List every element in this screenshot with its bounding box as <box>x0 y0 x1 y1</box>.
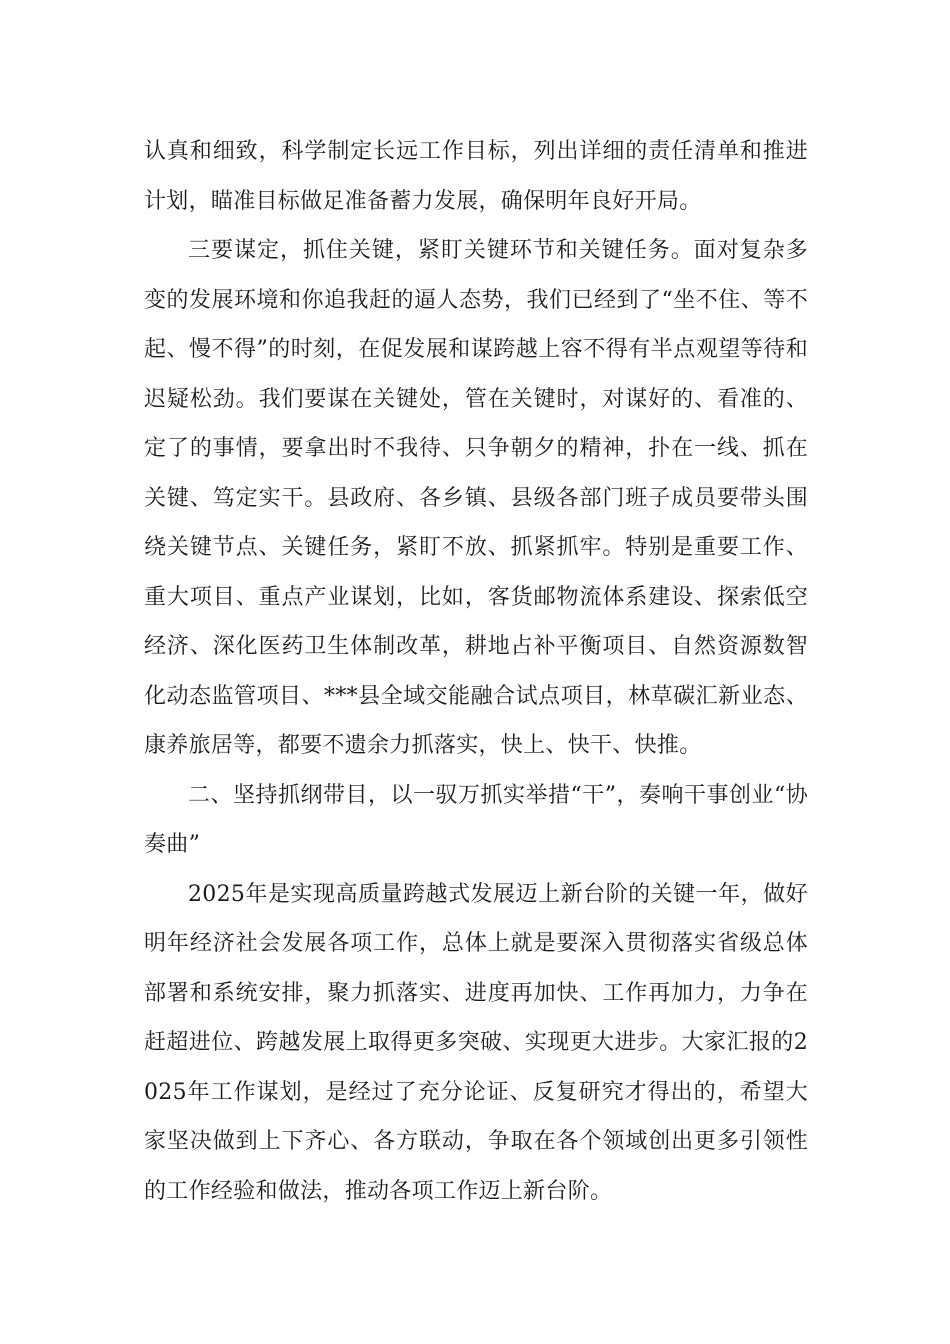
paragraph-continuation: 认真和细致，科学制定长远工作目标，列出详细的责任清单和推进计划，瞄准目标做足准备蓄力发展，确保明年良好开局。 <box>144 139 808 214</box>
document-body <box>144 127 808 1216</box>
section-heading-two: 二、坚持抓纲带目，以一驭万抓实举措“干”，奏响干事创业“协奏曲” <box>144 782 808 857</box>
paragraph-2025-plan: 2025年是实现高质量跨越式发展迈上新台阶的关键一年，做好明年经济社会发展各项工作，总体上就是要深入贯彻落实省级总体部署和系统安排，聚力抓落实、进度再加快、工作再加力，力争在赶超进位、跨越发展上取得更多突破、实现更大进步。大家汇报的2025年工作谋划，是经过了充分论证、反复研究才得出的，希望大家坚决做到上下齐心、各方联动，争取在各个领域创出更多引领性的工作经验和做法，推动各项工作迈上新台阶。 <box>144 881 808 1204</box>
paragraph-third-point: 三要谋定，抓住关键，紧盯关键环节和关键任务。面对复杂多变的发展环境和你追我赶的逼人态势，我们已经到了“坐不住、等不起、慢不得”的时刻，在促发展和谋跨越上容不得有半点观望等待和迟疑松劲。我们要谋在关键处，管在关键时，对谋好的、看准的、定了的事情，要拿出时不我待、只争朝夕的精神，扑在一线、抓在关键、笃定实干。县政府、各乡镇、县级各部门班子成员要带头围绕关键节点、关键任务，紧盯不放、抓紧抓牢。特别是重要工作、重大项目、重点产业谋划，比如，客货邮物流体系建设、探索低空经济、深化医药卫生体制改革，耕地占补平衡项目、自然资源数智化动态监管项目、***县全域交能融合试点项目，林草碳汇新业态、康养旅居等，都要不遗余力抓落实，快上、快干、快推。 <box>144 238 808 758</box>
